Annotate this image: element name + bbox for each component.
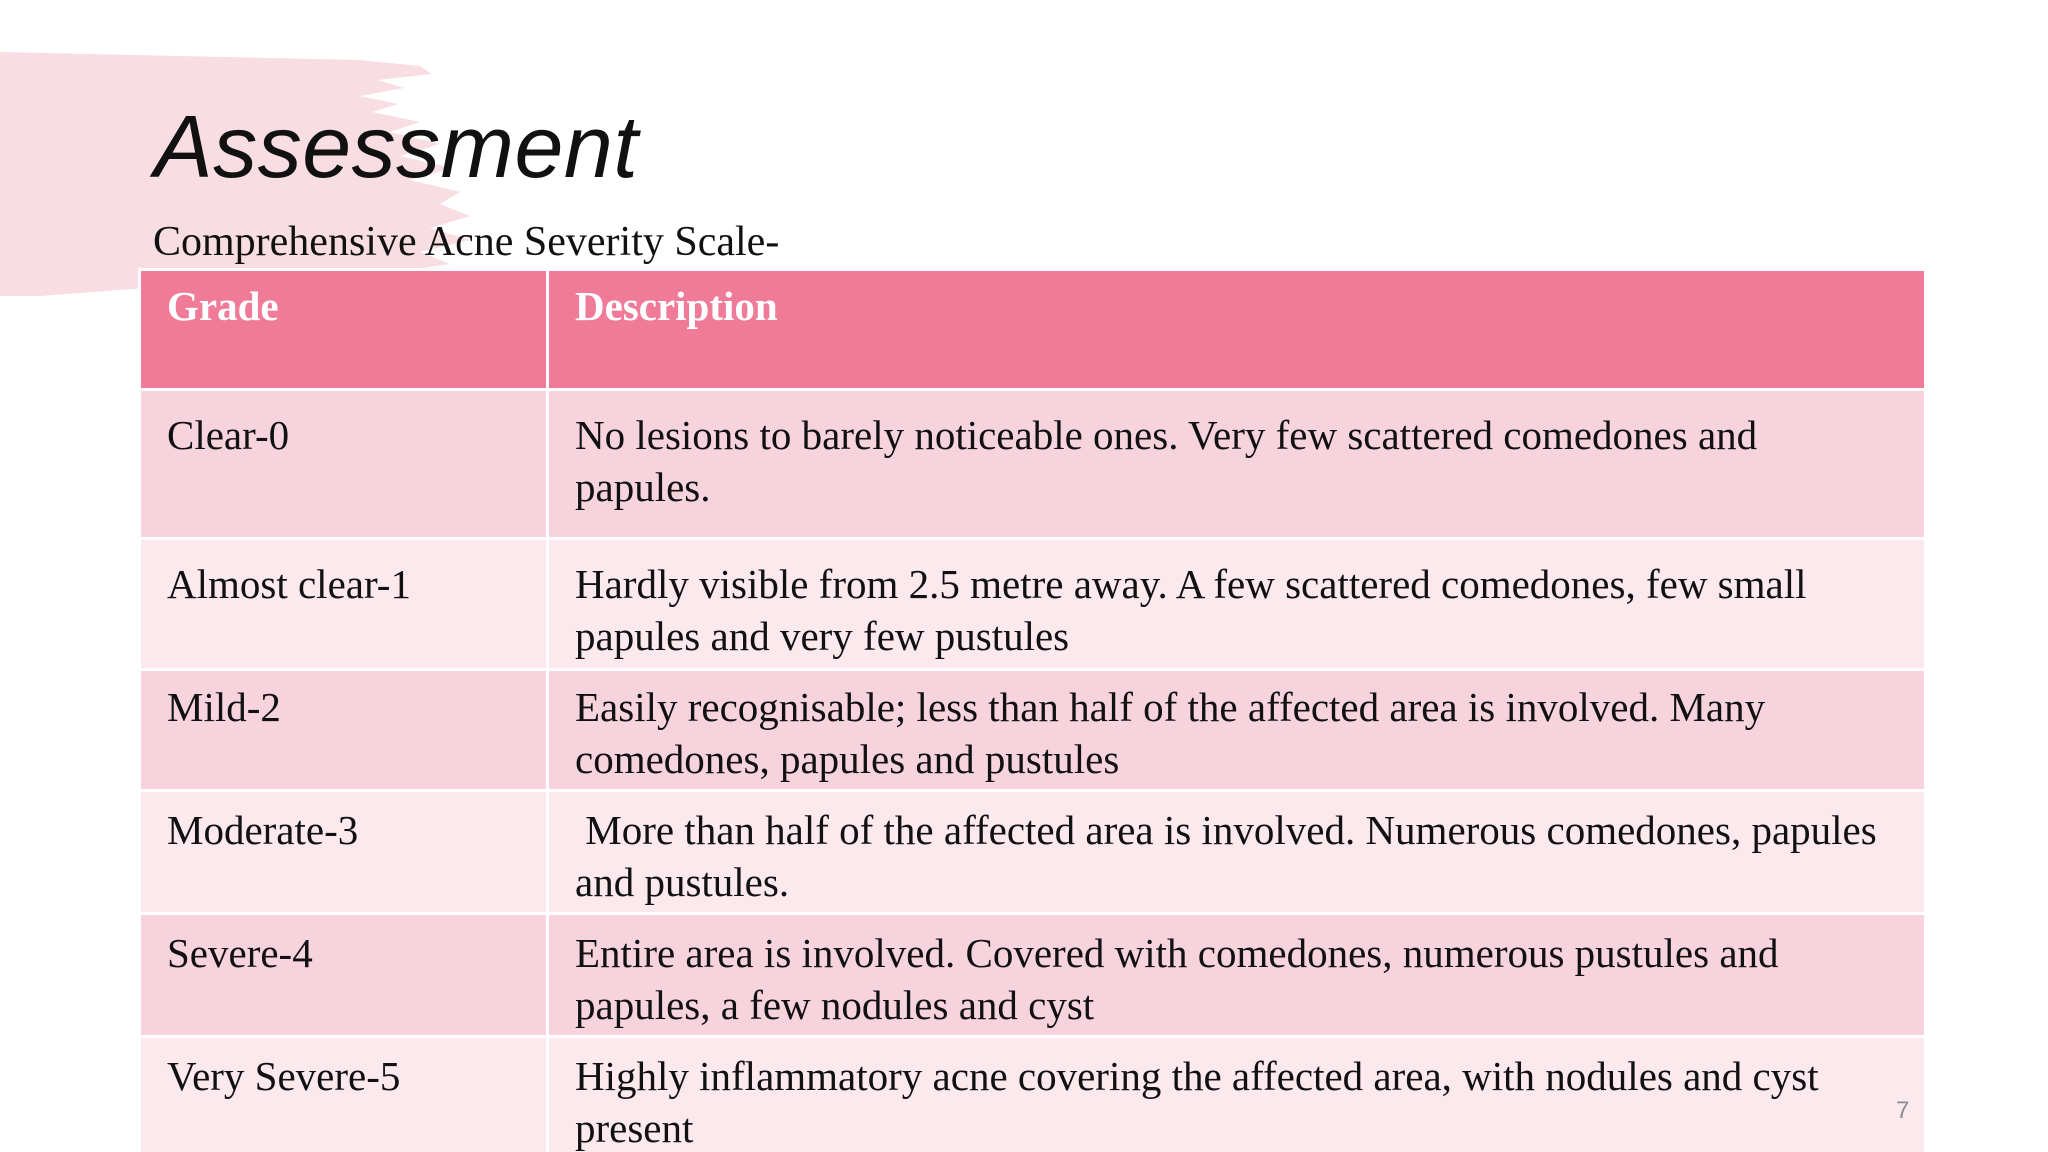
table-row bbox=[140, 791, 1926, 914]
description-cell: No lesions to barely noticeable ones. Very few scattered comedones and papules. bbox=[548, 390, 1926, 539]
table-row bbox=[140, 539, 1926, 670]
description-cell: More than half of the affected area is involved. Numerous comedones, papules and pustules. bbox=[548, 791, 1926, 914]
grade-cell: Mild-2 bbox=[140, 670, 548, 791]
grade-cell: Very Severe-5 bbox=[140, 1037, 548, 1152]
grade-cell: Moderate-3 bbox=[140, 791, 548, 914]
slide-title: Assessment bbox=[154, 97, 639, 196]
slide-subtitle: Comprehensive Acne Severity Scale- bbox=[153, 219, 780, 265]
description-cell: Easily recognisable; less than half of the affected area is involved. Many comedones, papules and pustules bbox=[548, 670, 1926, 791]
grade-cell: Severe-4 bbox=[140, 914, 548, 1037]
description-cell: Entire area is involved. Covered with comedones, numerous pustules and papules, a few nodules and cyst bbox=[548, 914, 1926, 1037]
grade-cell: Clear-0 bbox=[140, 390, 548, 539]
header-grade: Grade bbox=[140, 270, 548, 390]
table-header-row bbox=[140, 270, 1926, 390]
table-row bbox=[140, 390, 1926, 539]
description-cell: Highly inflammatory acne covering the affected area, with nodules and cyst present bbox=[548, 1037, 1926, 1152]
table-row bbox=[140, 1037, 1926, 1152]
page-number: 7 bbox=[1896, 1097, 1910, 1124]
acne-severity-table bbox=[138, 268, 1927, 1152]
header-description: Description bbox=[548, 270, 1926, 390]
table-row bbox=[140, 914, 1926, 1037]
table-row bbox=[140, 670, 1926, 791]
description-cell: Hardly visible from 2.5 metre away. A few scattered comedones, few small papules and very few pustules bbox=[548, 539, 1926, 670]
grade-cell: Almost clear-1 bbox=[140, 539, 548, 670]
